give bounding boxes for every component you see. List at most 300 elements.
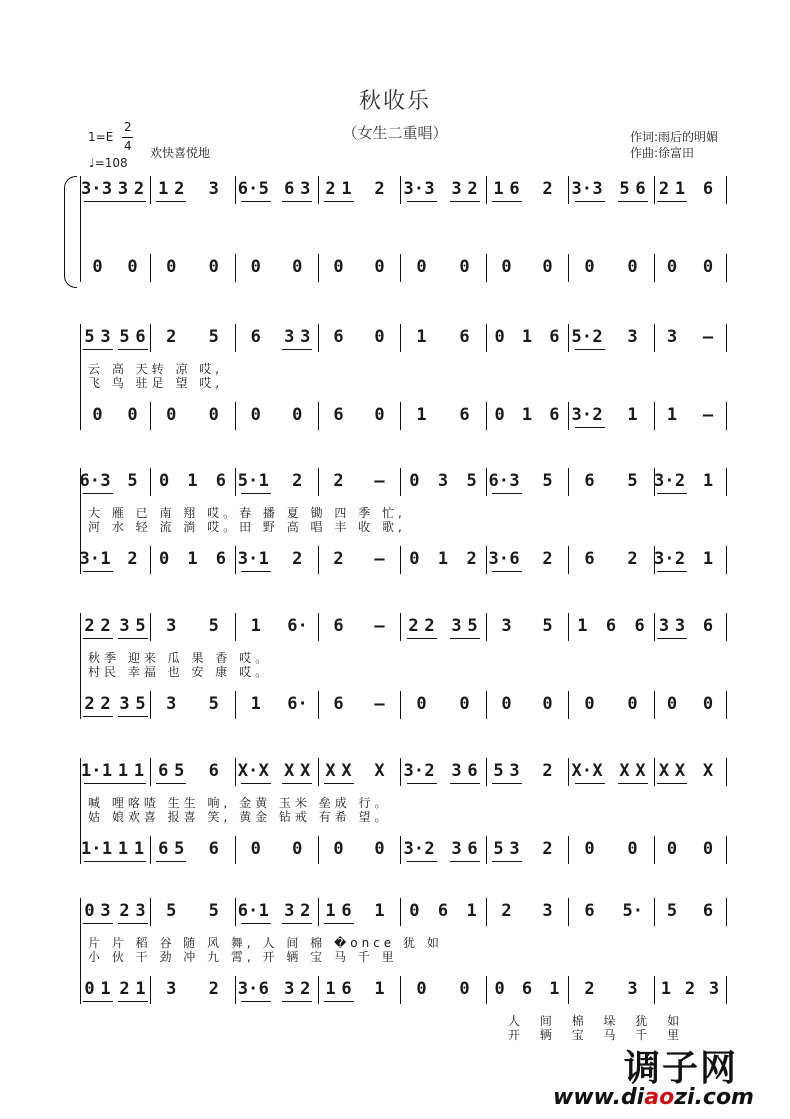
bar-line — [486, 976, 487, 1004]
note: 0 — [416, 257, 427, 277]
bar-line — [486, 176, 487, 204]
beam-underline — [241, 783, 271, 784]
bar-line — [654, 898, 655, 926]
beam-underline — [83, 923, 113, 924]
beam-underline — [84, 201, 146, 202]
note: 6 — [215, 549, 226, 569]
lyric-line — [0, 808, 790, 822]
note: 2 — [466, 549, 477, 569]
beam-underline — [657, 493, 687, 494]
bar-line — [654, 836, 655, 864]
bar-line — [318, 324, 319, 352]
beam-underline — [83, 1001, 113, 1002]
note: 5 — [174, 761, 185, 781]
note: 6· — [237, 179, 259, 199]
note: – — [374, 616, 385, 636]
beam-underline — [324, 201, 354, 202]
beam-underline — [282, 349, 312, 350]
note: 0 — [459, 257, 470, 277]
note: X — [619, 761, 630, 781]
note: 3 — [284, 979, 295, 999]
beam-underline — [450, 638, 480, 639]
note: X· — [571, 761, 592, 781]
beam-underline — [492, 861, 522, 862]
note: 6 — [333, 327, 344, 347]
beam-underline — [83, 493, 113, 494]
note: 3 — [119, 694, 130, 714]
lyricist-credit: 作词:雨后的明媚 — [630, 130, 719, 144]
note: 2 — [592, 327, 603, 347]
note: 1 — [135, 979, 146, 999]
beam-underline — [407, 783, 437, 784]
bar-line — [400, 691, 401, 719]
bar-line — [486, 324, 487, 352]
note: X — [592, 761, 603, 781]
beam-underline — [575, 783, 605, 784]
note: 1 — [117, 839, 129, 859]
bar-line — [726, 176, 727, 204]
note: 6· — [287, 616, 308, 636]
note: 2 — [208, 979, 219, 999]
note: 0 — [127, 257, 138, 277]
note: 0 — [542, 257, 553, 277]
note: 6 — [333, 694, 344, 714]
lyric-line — [0, 374, 790, 388]
note: 3· — [571, 179, 592, 199]
note: 0 — [409, 471, 420, 491]
lyric-text: 片 片 稻 谷 随 风 舞, 人 间 棉 �once 犹 如 — [88, 936, 443, 950]
note: 3 — [451, 179, 462, 199]
note: 0 — [84, 901, 95, 921]
note: 5 — [542, 471, 553, 491]
note: 5 — [135, 694, 146, 714]
note: 0 — [333, 257, 344, 277]
lyric-line — [0, 663, 790, 677]
note: 3· — [403, 179, 424, 199]
note: 3· — [403, 839, 424, 859]
note: 6 — [702, 179, 714, 199]
bar-line — [400, 468, 401, 496]
note: 3 — [166, 616, 177, 636]
note: 2 — [119, 901, 130, 921]
note: – — [702, 405, 714, 425]
song-title: 秋收乐 — [358, 89, 431, 114]
beam-underline — [118, 923, 148, 924]
bar-line — [235, 898, 236, 926]
bar-line — [235, 691, 236, 719]
note: 3· — [81, 179, 102, 199]
note: 3 — [166, 979, 177, 999]
note: 2 — [424, 616, 435, 636]
note: 0 — [92, 257, 103, 277]
note: 2 — [292, 549, 303, 569]
note: 3 — [627, 979, 638, 999]
note: X — [258, 761, 269, 781]
bar-line — [400, 976, 401, 1004]
bar-line — [150, 176, 151, 204]
note: 3 — [208, 179, 219, 199]
note: 3 — [100, 901, 111, 921]
bar-line — [150, 402, 151, 430]
beam-underline — [492, 201, 522, 202]
note: 6 — [208, 761, 219, 781]
note: 0 — [494, 405, 505, 425]
note: 1 — [117, 761, 129, 781]
lyric-text: 村民 幸福 也 安 康 哎。 — [88, 665, 272, 679]
note: 5 — [619, 179, 630, 199]
note: X — [674, 761, 686, 781]
note: 3 — [284, 901, 295, 921]
beam-underline — [241, 571, 271, 572]
beam-underline — [450, 861, 480, 862]
beam-underline — [657, 783, 687, 784]
note: 5 — [466, 471, 477, 491]
note: 0 — [159, 549, 170, 569]
note: 2 — [542, 179, 553, 199]
note: 0 — [666, 694, 678, 714]
beam-underline — [407, 201, 437, 202]
bar-line — [235, 468, 236, 496]
bar-line — [318, 402, 319, 430]
beam-underline — [156, 783, 186, 784]
note: 1 — [627, 405, 638, 425]
lyric-text: 秋季 迎来 瓜 果 香 哎。 — [88, 651, 272, 665]
time-signature-bottom: 4 — [124, 139, 132, 153]
note: 0 — [494, 979, 505, 999]
song-subtitle: （女生二重唱） — [342, 124, 448, 142]
note: 1 — [521, 405, 533, 425]
note: 0 — [501, 694, 512, 714]
note: 0 — [501, 257, 512, 277]
note: 0 — [702, 694, 714, 714]
note: 1 — [577, 616, 588, 636]
note: 0 — [166, 257, 177, 277]
note: 6· — [79, 471, 100, 491]
note: 0 — [542, 694, 553, 714]
note: 5 — [467, 616, 478, 636]
bar-line — [486, 691, 487, 719]
lyric-line — [0, 360, 790, 374]
lyric-line — [0, 934, 790, 948]
bar-line — [318, 468, 319, 496]
note: 3· — [571, 405, 592, 425]
bar-line — [486, 546, 487, 574]
bar-line — [318, 613, 319, 641]
note: 1 — [666, 405, 678, 425]
bar-line — [654, 254, 655, 282]
note: 6 — [215, 471, 226, 491]
note: 3 — [135, 901, 146, 921]
note: 1 — [374, 979, 385, 999]
note: – — [374, 471, 385, 491]
bar-line — [726, 898, 727, 926]
note: 3 — [509, 839, 520, 859]
note: 3 — [166, 694, 177, 714]
beam-underline — [407, 861, 437, 862]
note: 3 — [100, 471, 111, 491]
note: 5· — [622, 901, 643, 921]
beam-underline — [83, 716, 113, 717]
key-signature: 1=E — [88, 130, 114, 144]
bar-line — [486, 254, 487, 282]
beam-underline — [83, 638, 113, 639]
note: 1 — [133, 761, 145, 781]
note: 0 — [666, 839, 678, 859]
bar-line — [318, 898, 319, 926]
note: 0 — [250, 839, 261, 859]
note: 5 — [258, 179, 269, 199]
note: 3 — [451, 761, 462, 781]
note: 2 — [627, 549, 638, 569]
bar-line — [726, 691, 727, 719]
lyric-line — [0, 649, 790, 663]
note: 2 — [174, 179, 185, 199]
note: 2 — [292, 471, 303, 491]
beam-underline — [324, 923, 354, 924]
note: 6 — [509, 179, 520, 199]
note: 0 — [250, 257, 261, 277]
note: 6· — [287, 694, 308, 714]
note: 2 — [133, 179, 145, 199]
note: 3 — [300, 179, 311, 199]
note: 6 — [333, 616, 344, 636]
note: X — [341, 761, 352, 781]
note: 6 — [333, 405, 344, 425]
bar-line — [568, 402, 569, 430]
note: 2 — [424, 839, 435, 859]
beam-underline — [84, 861, 146, 862]
quarter-note-icon: ♩ — [89, 156, 95, 170]
note: 1 — [437, 549, 449, 569]
note: 3 — [542, 901, 553, 921]
note: 2 — [674, 471, 686, 491]
note: 0 — [584, 839, 595, 859]
note: 2 — [84, 694, 95, 714]
note: 1 — [325, 901, 336, 921]
bar-line — [726, 254, 727, 282]
note: 1 — [133, 839, 145, 859]
note: 5 — [542, 616, 553, 636]
beam-underline — [324, 1001, 354, 1002]
note: 6 — [158, 839, 169, 859]
note: 3 — [117, 179, 129, 199]
note: 5 — [135, 616, 146, 636]
bar-line — [726, 402, 727, 430]
note: 0 — [333, 839, 344, 859]
tempo-mark: ♩=108 — [89, 156, 128, 170]
note: – — [374, 694, 385, 714]
note: 2 — [119, 979, 130, 999]
beam-underline — [156, 861, 186, 862]
note: 1 — [187, 549, 198, 569]
beam-underline — [450, 783, 480, 784]
note: X· — [237, 761, 259, 781]
bar-line — [654, 402, 655, 430]
bar-line — [654, 691, 655, 719]
note: 6 — [467, 761, 478, 781]
beam-underline — [118, 716, 148, 717]
bar-line — [150, 546, 151, 574]
bar-line — [400, 546, 401, 574]
note: 5 — [174, 839, 185, 859]
beam-underline — [492, 783, 522, 784]
bar-line — [235, 758, 236, 786]
bar-line — [486, 402, 487, 430]
note: 5 — [84, 327, 95, 347]
note: 2 — [584, 979, 595, 999]
note: 3 — [119, 616, 130, 636]
note: 6 — [459, 405, 470, 425]
note: 2 — [333, 549, 344, 569]
note: 3· — [79, 549, 100, 569]
beam-underline — [241, 1001, 271, 1002]
note: 3 — [451, 839, 462, 859]
note: 3 — [101, 179, 113, 199]
bar-line — [486, 836, 487, 864]
bar-line — [235, 176, 236, 204]
note: 0 — [159, 471, 170, 491]
beam-underline — [492, 493, 522, 494]
note: 0 — [459, 694, 470, 714]
note: 6 — [467, 839, 478, 859]
note: 5 — [127, 471, 138, 491]
note: 1 — [258, 901, 269, 921]
note: 5 — [208, 327, 219, 347]
note: 1 — [493, 179, 504, 199]
bar-line — [235, 546, 236, 574]
note: 1 — [416, 327, 427, 347]
composer-credit: 作曲:徐富田 — [630, 146, 695, 160]
system-brace — [64, 176, 77, 288]
note: 2 — [127, 549, 138, 569]
note: 1 — [158, 179, 169, 199]
lyric-line — [0, 518, 790, 532]
note: X — [325, 761, 336, 781]
note: 5 — [493, 839, 504, 859]
bar-line — [400, 836, 401, 864]
beam-underline — [575, 349, 605, 350]
note: 0 — [627, 839, 638, 859]
note: 0 — [702, 839, 714, 859]
note: 2 — [100, 694, 111, 714]
note: 3 — [424, 179, 435, 199]
lyric-text: 飞 鸟 驻足 望 哎, — [88, 376, 224, 390]
bar-line — [568, 836, 569, 864]
bar-line — [568, 468, 569, 496]
beam-underline — [657, 201, 687, 202]
bar-line — [568, 613, 569, 641]
note: 2 — [658, 179, 670, 199]
note: 3· — [488, 549, 509, 569]
site-logo-text: 调子网 — [623, 1048, 738, 1089]
bar-line — [318, 691, 319, 719]
bar-line — [400, 176, 401, 204]
beam-underline — [407, 638, 437, 639]
bar-line — [486, 468, 487, 496]
beam-underline — [84, 783, 146, 784]
note: 6 — [702, 616, 714, 636]
note: 0 — [416, 979, 427, 999]
site-url: www.diaozi.com — [553, 1085, 754, 1110]
note: 2 — [542, 761, 553, 781]
note: 6 — [584, 901, 595, 921]
bar-line — [318, 176, 319, 204]
note: 2 — [592, 405, 603, 425]
note: 1 — [674, 179, 686, 199]
beam-underline — [657, 571, 687, 572]
note: 1· — [81, 839, 102, 859]
bar-line — [318, 254, 319, 282]
note: 0 — [292, 405, 303, 425]
bar-line — [486, 613, 487, 641]
bar-line — [235, 254, 236, 282]
bar-line — [726, 758, 727, 786]
bar-line — [400, 254, 401, 282]
note: 3 — [708, 979, 720, 999]
bar-line — [654, 976, 655, 1004]
note: 2 — [374, 179, 385, 199]
note: 3· — [654, 471, 675, 491]
note: 0 — [416, 694, 427, 714]
note: 1 — [258, 471, 269, 491]
expression-mark: 欢快喜悦地 — [150, 146, 211, 160]
note: 1· — [81, 761, 102, 781]
note: 6 — [521, 979, 533, 999]
note: 6 — [341, 979, 352, 999]
note: 2 — [684, 979, 696, 999]
note: 6 — [549, 405, 560, 425]
note: 1 — [466, 901, 477, 921]
note: 6 — [208, 839, 219, 859]
note: 0 — [494, 327, 505, 347]
note: 5· — [571, 327, 592, 347]
note: 0 — [584, 257, 595, 277]
bar-line — [726, 976, 727, 1004]
note: 3 — [501, 616, 512, 636]
beam-underline — [282, 201, 312, 202]
bar-line — [400, 613, 401, 641]
note: 1 — [101, 761, 113, 781]
note: 5 — [208, 616, 219, 636]
note: 0 — [127, 405, 138, 425]
note: 0 — [459, 979, 470, 999]
note: 6 — [584, 549, 595, 569]
note: 6 — [635, 179, 646, 199]
note: 3· — [237, 549, 259, 569]
note: 0 — [208, 405, 219, 425]
note: 2 — [674, 549, 686, 569]
time-signature-top: 2 — [124, 120, 132, 134]
lyric-line-lower — [0, 1012, 790, 1026]
beam-underline — [241, 201, 271, 202]
bar-line — [400, 402, 401, 430]
beam-underline — [324, 783, 354, 784]
note: 1 — [549, 979, 560, 999]
note: 2 — [542, 549, 553, 569]
note: 6 — [605, 616, 617, 636]
note: 5 — [208, 694, 219, 714]
note: 6 — [250, 327, 261, 347]
note: 1 — [250, 616, 261, 636]
bar-line — [486, 898, 487, 926]
bar-line — [400, 898, 401, 926]
bar-line — [568, 976, 569, 1004]
beam-underline — [118, 349, 148, 350]
note: 5 — [666, 901, 678, 921]
note: 1 — [258, 549, 269, 569]
bar-line — [654, 324, 655, 352]
note: 6 — [584, 471, 595, 491]
